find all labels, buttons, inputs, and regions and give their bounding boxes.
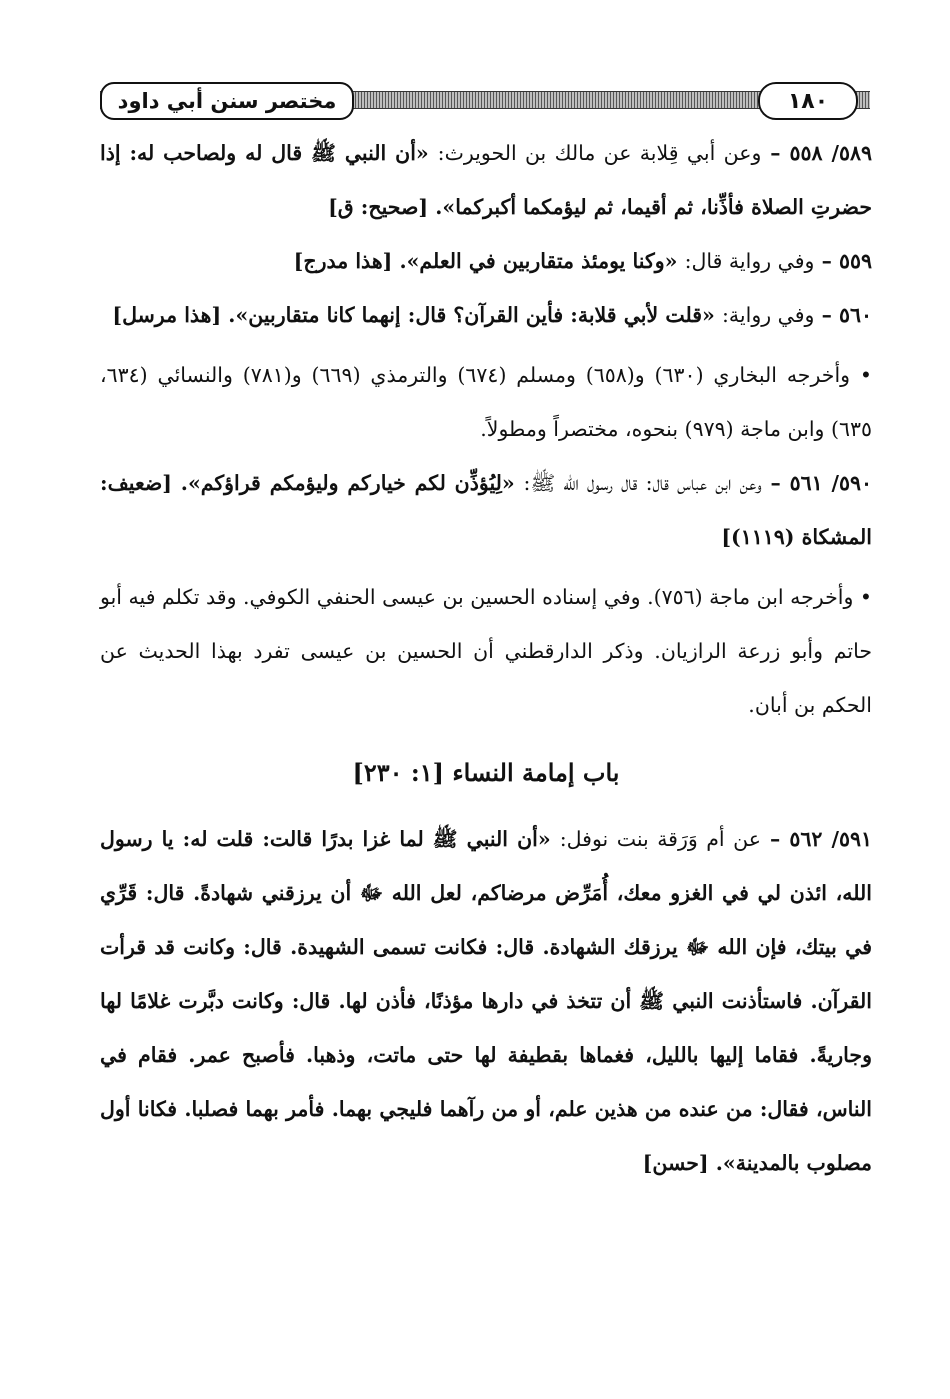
hadith-589 — [100, 126, 872, 234]
hadith-591 — [100, 812, 872, 1190]
hadith-number: ٥٨٩/ ٥٥٨ – — [770, 141, 872, 165]
hadith-chain: وعن أبي قِلابة عن مالك بن الحويرث: — [437, 141, 762, 165]
page-body — [100, 126, 872, 1190]
hadith-text: «أن النبي ﷺ قال له ولصاحب له: إذا حضرتِ الصلاة فأذِّنا، ثم أقيما، ثم ليؤمكما أكبركما». [صحيح: ق] — [100, 141, 872, 219]
page-number: ١٨٠ — [758, 82, 858, 120]
hadith-chain: عن أم وَرَقة بنت نوفل: — [559, 827, 761, 851]
hadith-number: ٥٩٠/ ٥٦١ – — [770, 471, 873, 495]
book-title: مختصر سنن أبي داود — [100, 82, 354, 120]
hadith-text: «لِيُؤذِّن لكم خياركم وليؤمكم قراؤكم». [ضعيف: المشكاة (١١١٩)] — [100, 471, 872, 549]
takhrij-note-1: • وأخرجه البخاري (٦٣٠) و(٦٥٨) ومسلم (٦٧٤) والترمذي (٦٦٩) و(٧٨١) والنسائي (٦٣٤، ٦٣٥) وابن ماجة (٩٧٩) بنحوه، مختصراً ومطولاً. — [100, 363, 872, 441]
hadith-chain: وعن ابن عباس قال: قال رسول الله ﷺ: — [523, 471, 762, 495]
hadith-text: «قلت لأبي قلابة: فأين القرآن؟ قال: إنهما كانا متقاربين». [هذا مرسل] — [112, 303, 715, 327]
hadith-number: ٥٥٩ – — [821, 249, 872, 273]
hadith-590 — [100, 456, 872, 564]
hadith-chain: وفي رواية: — [722, 303, 815, 327]
hadith-chain: وفي رواية قال: — [684, 249, 815, 273]
hadith-560 — [100, 288, 872, 342]
hadith-text: «وكنا يومئذ متقاربين في العلم». [هذا مدرج] — [293, 249, 678, 273]
hadith-number: ٥٩١/ ٥٦٢ – — [770, 827, 872, 851]
hadith-559 — [100, 234, 872, 288]
hadith-number: ٥٦٠ – — [821, 303, 872, 327]
takhrij-note-2: • وأخرجه ابن ماجة (٧٥٦). وفي إسناده الحسين بن عيسى الحنفي الكوفي. وقد تكلم فيه أبو حاتم وأبو زرعة الرازيان. وذكر الدارقطني أن الحسين بن عيسى تفرد بهذا الحديث عن الحكم بن أبان. — [100, 585, 872, 717]
running-header — [100, 82, 870, 122]
hadith-text: «أن النبي ﷺ لما غزا بدرًا قالت: قلت له: يا رسول الله، ائذن لي في الغزو معك، أُمَرِّض مرضاكم، لعل الله ﷻ أن يرزقني شهادةً. قال: قَرِّي في بيتك، فإن الله ﷻ يرزقك الشهادة. قال: فكانت تسمى الشهيدة. قال: وكانت قد قرأت القرآن. فاستأذنت النبي ﷺ أن تتخذ في دارها مؤذنًا، فأذن لها. قال: وكانت دبَّرت غلامًا لها وجاريةً. فقاما إليها بالليل، فغماها بقطيفة لها حتى ماتت، وذهبا. فأصبح عمر. فقام في الناس، فقال: من عنده من هذين علم، أو من رآهما فليجي بهما. فأمر بهما فصلبا. فكانا أول مصلوب بالمدينة». [حسن] — [100, 827, 872, 1175]
chapter-heading: باب إمامة النساء [١: ٢٣٠] — [352, 758, 620, 787]
